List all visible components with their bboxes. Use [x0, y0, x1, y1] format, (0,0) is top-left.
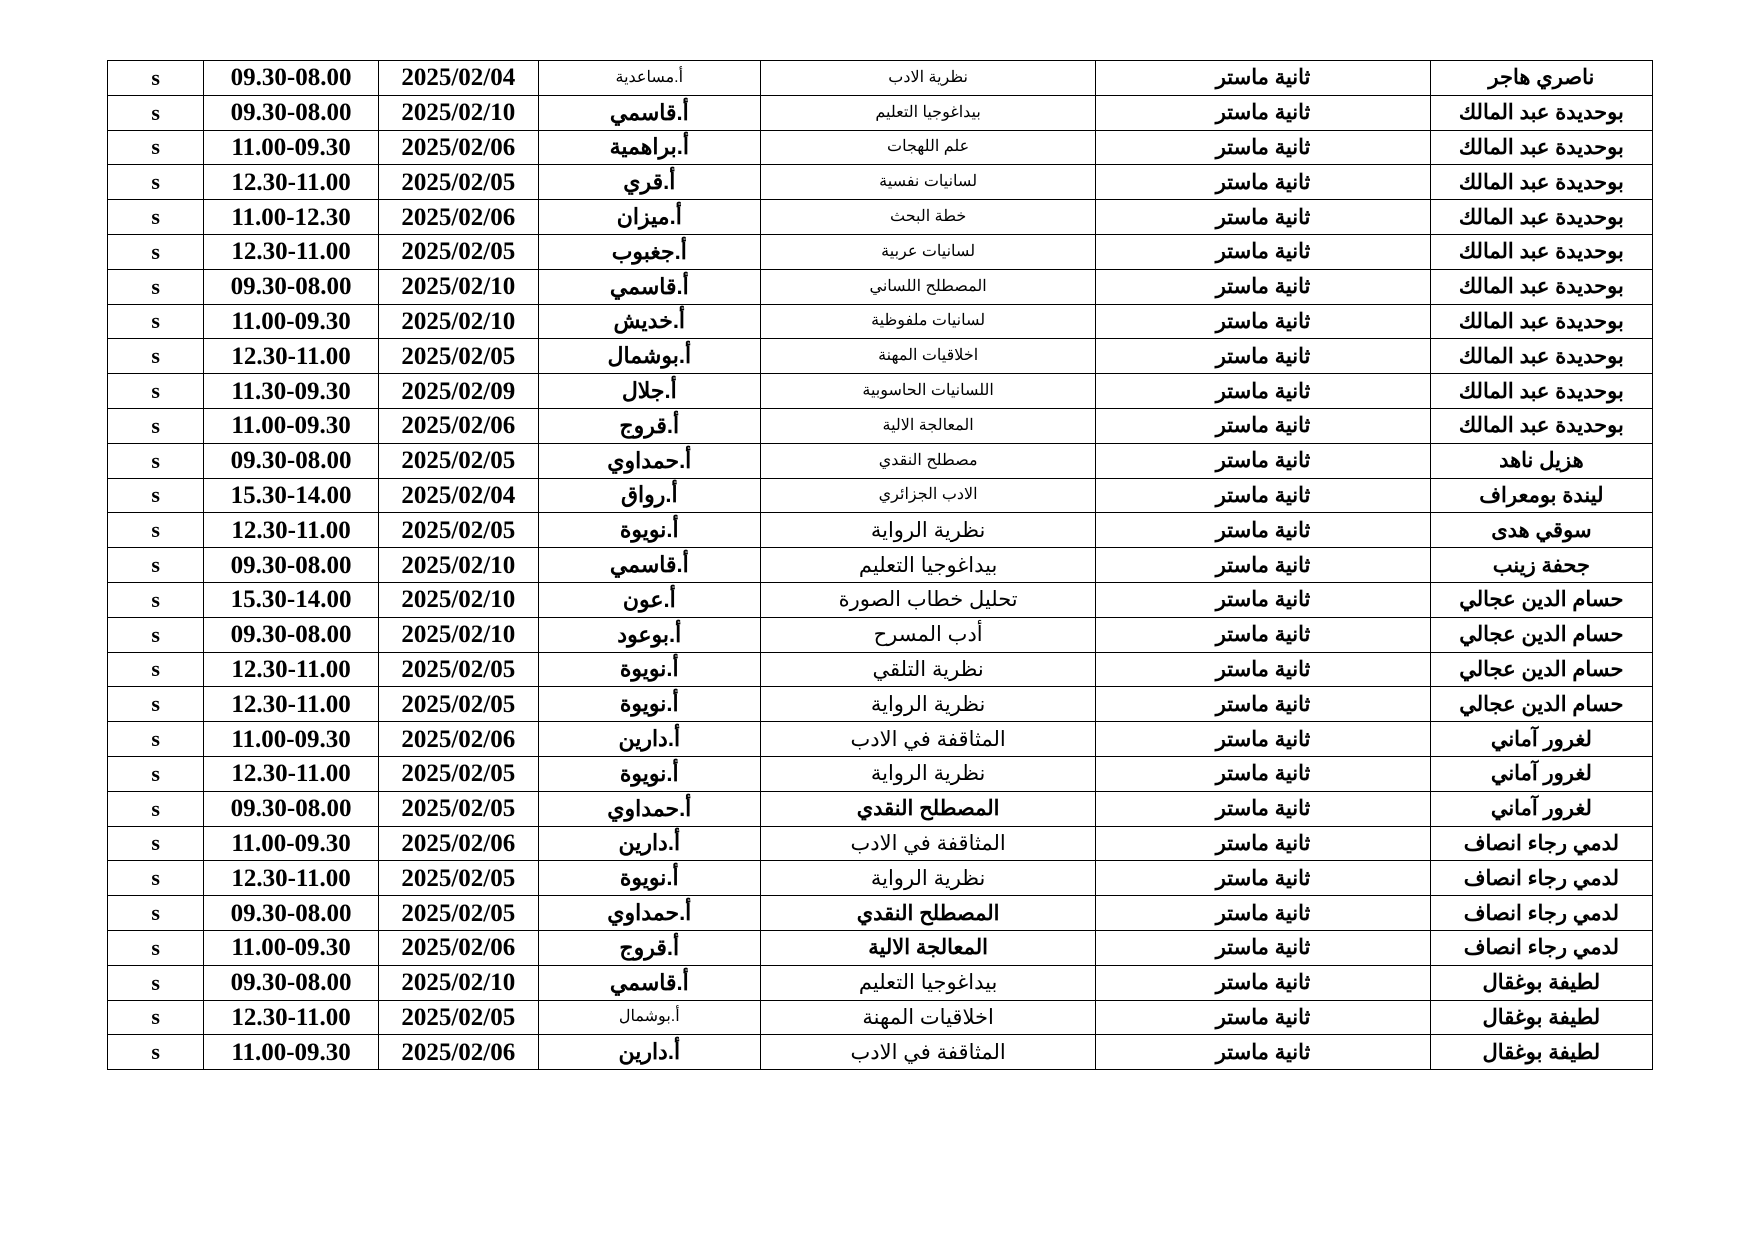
time-cell: 11.30-09.30 — [204, 374, 379, 409]
table-row — [108, 304, 1653, 339]
professor-cell: أ.بوشمال — [538, 1000, 760, 1035]
module-cell: لسانيات ملفوظية — [760, 304, 1095, 339]
status-cell: s — [108, 513, 204, 548]
student-cell: بوحديدة عبد المالك — [1430, 95, 1652, 130]
table-row — [108, 408, 1653, 443]
student-cell: حسام الدين عجالي — [1430, 617, 1652, 652]
level-cell: ثانية ماستر — [1096, 1035, 1430, 1070]
time-cell: 09.30-08.00 — [204, 269, 379, 304]
student-cell: حسام الدين عجالي — [1430, 582, 1652, 617]
student-cell: لطيفة بوغقال — [1430, 965, 1652, 1000]
table-row — [108, 61, 1653, 96]
professor-cell: أ.مساعدية — [538, 61, 760, 96]
time-cell: 12.30-11.00 — [204, 165, 379, 200]
time-cell: 09.30-08.00 — [204, 617, 379, 652]
student-cell: بوحديدة عبد المالك — [1430, 339, 1652, 374]
time-cell: 15.30-14.00 — [204, 478, 379, 513]
student-cell: لدمي رجاء انصاف — [1430, 861, 1652, 896]
module-cell: لسانيات عربية — [760, 234, 1095, 269]
time-cell: 12.30-11.00 — [204, 339, 379, 374]
status-cell: s — [108, 478, 204, 513]
date-cell: 2025/02/05 — [378, 513, 538, 548]
table-row — [108, 896, 1653, 931]
level-cell: ثانية ماستر — [1096, 826, 1430, 861]
student-cell: سوقي هدى — [1430, 513, 1652, 548]
date-cell: 2025/02/05 — [378, 791, 538, 826]
date-cell: 2025/02/05 — [378, 1000, 538, 1035]
status-cell: s — [108, 652, 204, 687]
table-row — [108, 965, 1653, 1000]
level-cell: ثانية ماستر — [1096, 722, 1430, 757]
time-cell: 11.00-09.30 — [204, 930, 379, 965]
level-cell: ثانية ماستر — [1096, 930, 1430, 965]
level-cell: ثانية ماستر — [1096, 582, 1430, 617]
professor-cell: أ.خديش — [538, 304, 760, 339]
status-cell: s — [108, 95, 204, 130]
module-cell: المصطلح النقدي — [760, 791, 1095, 826]
module-cell: بيداغوجيا التعليم — [760, 965, 1095, 1000]
level-cell: ثانية ماستر — [1096, 443, 1430, 478]
status-cell: s — [108, 1035, 204, 1070]
module-cell: اخلاقيات المهنة — [760, 1000, 1095, 1035]
date-cell: 2025/02/06 — [378, 130, 538, 165]
table-row — [108, 478, 1653, 513]
module-cell: اخلاقيات المهنة — [760, 339, 1095, 374]
date-cell: 2025/02/05 — [378, 234, 538, 269]
module-cell: نظرية الرواية — [760, 513, 1095, 548]
level-cell: ثانية ماستر — [1096, 513, 1430, 548]
student-cell: لطيفة بوغقال — [1430, 1035, 1652, 1070]
table-row — [108, 374, 1653, 409]
status-cell: s — [108, 269, 204, 304]
student-cell: لغرور آماني — [1430, 791, 1652, 826]
level-cell: ثانية ماستر — [1096, 652, 1430, 687]
module-cell: المصطلح النقدي — [760, 896, 1095, 931]
module-cell: تحليل خطاب الصورة — [760, 582, 1095, 617]
date-cell: 2025/02/09 — [378, 374, 538, 409]
professor-cell: أ.نويوة — [538, 756, 760, 791]
professor-cell: أ.نويوة — [538, 513, 760, 548]
professor-cell: أ.قري — [538, 165, 760, 200]
time-cell: 11.00-09.30 — [204, 722, 379, 757]
table-row — [108, 687, 1653, 722]
level-cell: ثانية ماستر — [1096, 548, 1430, 583]
date-cell: 2025/02/06 — [378, 1035, 538, 1070]
student-cell: بوحديدة عبد المالك — [1430, 374, 1652, 409]
time-cell: 09.30-08.00 — [204, 61, 379, 96]
time-cell: 09.30-08.00 — [204, 896, 379, 931]
module-cell: نظرية الادب — [760, 61, 1095, 96]
table-row — [108, 930, 1653, 965]
time-cell: 11.00-12.30 — [204, 200, 379, 235]
student-cell: لطيفة بوغقال — [1430, 1000, 1652, 1035]
status-cell: s — [108, 374, 204, 409]
date-cell: 2025/02/06 — [378, 408, 538, 443]
level-cell: ثانية ماستر — [1096, 304, 1430, 339]
time-cell: 15.30-14.00 — [204, 582, 379, 617]
level-cell: ثانية ماستر — [1096, 965, 1430, 1000]
time-cell: 12.30-11.00 — [204, 234, 379, 269]
time-cell: 12.30-11.00 — [204, 687, 379, 722]
table-row — [108, 130, 1653, 165]
date-cell: 2025/02/06 — [378, 722, 538, 757]
level-cell: ثانية ماستر — [1096, 408, 1430, 443]
table-row — [108, 722, 1653, 757]
level-cell: ثانية ماستر — [1096, 791, 1430, 826]
module-cell: المثاقفة في الادب — [760, 1035, 1095, 1070]
student-cell: بوحديدة عبد المالك — [1430, 408, 1652, 443]
level-cell: ثانية ماستر — [1096, 200, 1430, 235]
professor-cell: أ.نويوة — [538, 687, 760, 722]
student-cell: هزيل ناهد — [1430, 443, 1652, 478]
professor-cell: أ.قروج — [538, 930, 760, 965]
status-cell: s — [108, 130, 204, 165]
student-cell: بوحديدة عبد المالك — [1430, 234, 1652, 269]
status-cell: s — [108, 896, 204, 931]
table-row — [108, 200, 1653, 235]
time-cell: 12.30-11.00 — [204, 756, 379, 791]
professor-cell: أ.براهمية — [538, 130, 760, 165]
professor-cell: أ.عون — [538, 582, 760, 617]
date-cell: 2025/02/10 — [378, 304, 538, 339]
table-row — [108, 339, 1653, 374]
schedule-body — [108, 61, 1653, 1070]
table-row — [108, 234, 1653, 269]
time-cell: 09.30-08.00 — [204, 791, 379, 826]
status-cell: s — [108, 165, 204, 200]
table-row — [108, 582, 1653, 617]
professor-cell: أ.دارين — [538, 722, 760, 757]
student-cell: ناصري هاجر — [1430, 61, 1652, 96]
professor-cell: أ.نويوة — [538, 861, 760, 896]
table-row — [108, 756, 1653, 791]
professor-cell: أ.رواق — [538, 478, 760, 513]
date-cell: 2025/02/06 — [378, 930, 538, 965]
module-cell: المصطلح اللساني — [760, 269, 1095, 304]
professor-cell: أ.جغبوب — [538, 234, 760, 269]
date-cell: 2025/02/10 — [378, 582, 538, 617]
status-cell: s — [108, 1000, 204, 1035]
level-cell: ثانية ماستر — [1096, 687, 1430, 722]
student-cell: بوحديدة عبد المالك — [1430, 165, 1652, 200]
level-cell: ثانية ماستر — [1096, 374, 1430, 409]
professor-cell: أ.نويوة — [538, 652, 760, 687]
table-row — [108, 269, 1653, 304]
professor-cell: أ.ميزان — [538, 200, 760, 235]
date-cell: 2025/02/04 — [378, 61, 538, 96]
time-cell: 11.00-09.30 — [204, 408, 379, 443]
module-cell: نظرية الرواية — [760, 687, 1095, 722]
student-cell: لدمي رجاء انصاف — [1430, 930, 1652, 965]
student-cell: لغرور آماني — [1430, 756, 1652, 791]
date-cell: 2025/02/10 — [378, 965, 538, 1000]
level-cell: ثانية ماستر — [1096, 95, 1430, 130]
professor-cell: أ.حمداوي — [538, 443, 760, 478]
status-cell: s — [108, 200, 204, 235]
table-row — [108, 165, 1653, 200]
professor-cell: أ.قاسمي — [538, 95, 760, 130]
module-cell: خطة البحث — [760, 200, 1095, 235]
level-cell: ثانية ماستر — [1096, 339, 1430, 374]
module-cell: الادب الجزائري — [760, 478, 1095, 513]
table-row — [108, 548, 1653, 583]
module-cell: نظرية الرواية — [760, 861, 1095, 896]
module-cell: المعالجة الالية — [760, 408, 1095, 443]
student-cell: لدمي رجاء انصاف — [1430, 826, 1652, 861]
student-cell: بوحديدة عبد المالك — [1430, 200, 1652, 235]
student-cell: بوحديدة عبد المالك — [1430, 269, 1652, 304]
status-cell: s — [108, 722, 204, 757]
professor-cell: أ.حمداوي — [538, 791, 760, 826]
student-cell: لدمي رجاء انصاف — [1430, 896, 1652, 931]
status-cell: s — [108, 930, 204, 965]
level-cell: ثانية ماستر — [1096, 861, 1430, 896]
time-cell: 11.00-09.30 — [204, 826, 379, 861]
date-cell: 2025/02/05 — [378, 443, 538, 478]
module-cell: بيداغوجيا التعليم — [760, 95, 1095, 130]
level-cell: ثانية ماستر — [1096, 234, 1430, 269]
table-row — [108, 1000, 1653, 1035]
time-cell: 11.00-09.30 — [204, 304, 379, 339]
date-cell: 2025/02/05 — [378, 687, 538, 722]
status-cell: s — [108, 791, 204, 826]
time-cell: 11.00-09.30 — [204, 130, 379, 165]
date-cell: 2025/02/05 — [378, 165, 538, 200]
time-cell: 12.30-11.00 — [204, 1000, 379, 1035]
status-cell: s — [108, 687, 204, 722]
status-cell: s — [108, 756, 204, 791]
module-cell: المثاقفة في الادب — [760, 826, 1095, 861]
status-cell: s — [108, 861, 204, 896]
professor-cell: أ.حمداوي — [538, 896, 760, 931]
module-cell: مصطلح النقدي — [760, 443, 1095, 478]
level-cell: ثانية ماستر — [1096, 756, 1430, 791]
level-cell: ثانية ماستر — [1096, 269, 1430, 304]
status-cell: s — [108, 965, 204, 1000]
professor-cell: أ.قاسمي — [538, 548, 760, 583]
date-cell: 2025/02/10 — [378, 617, 538, 652]
table-row — [108, 443, 1653, 478]
status-cell: s — [108, 548, 204, 583]
student-cell: ليندة بومعراف — [1430, 478, 1652, 513]
status-cell: s — [108, 826, 204, 861]
date-cell: 2025/02/04 — [378, 478, 538, 513]
table-row — [108, 617, 1653, 652]
professor-cell: أ.قروج — [538, 408, 760, 443]
time-cell: 09.30-08.00 — [204, 548, 379, 583]
professor-cell: أ.جلال — [538, 374, 760, 409]
module-cell: المعالجة الالية — [760, 930, 1095, 965]
level-cell: ثانية ماستر — [1096, 130, 1430, 165]
date-cell: 2025/02/05 — [378, 896, 538, 931]
module-cell: اللسانيات الحاسوبية — [760, 374, 1095, 409]
time-cell: 12.30-11.00 — [204, 513, 379, 548]
professor-cell: أ.بوعود — [538, 617, 760, 652]
date-cell: 2025/02/06 — [378, 826, 538, 861]
module-cell: المثاقفة في الادب — [760, 722, 1095, 757]
table-row — [108, 1035, 1653, 1070]
status-cell: s — [108, 582, 204, 617]
level-cell: ثانية ماستر — [1096, 165, 1430, 200]
module-cell: نظرية الرواية — [760, 756, 1095, 791]
module-cell: بيداغوجيا التعليم — [760, 548, 1095, 583]
level-cell: ثانية ماستر — [1096, 478, 1430, 513]
module-cell: لسانيات نفسية — [760, 165, 1095, 200]
time-cell: 09.30-08.00 — [204, 965, 379, 1000]
date-cell: 2025/02/06 — [378, 200, 538, 235]
date-cell: 2025/02/10 — [378, 95, 538, 130]
student-cell: حسام الدين عجالي — [1430, 687, 1652, 722]
date-cell: 2025/02/05 — [378, 756, 538, 791]
level-cell: ثانية ماستر — [1096, 896, 1430, 931]
professor-cell: أ.قاسمي — [538, 965, 760, 1000]
time-cell: 12.30-11.00 — [204, 861, 379, 896]
table-row — [108, 513, 1653, 548]
date-cell: 2025/02/05 — [378, 861, 538, 896]
professor-cell: أ.بوشمال — [538, 339, 760, 374]
status-cell: s — [108, 443, 204, 478]
table-row — [108, 652, 1653, 687]
student-cell: بوحديدة عبد المالك — [1430, 304, 1652, 339]
date-cell: 2025/02/10 — [378, 269, 538, 304]
status-cell: s — [108, 304, 204, 339]
status-cell: s — [108, 408, 204, 443]
status-cell: s — [108, 617, 204, 652]
status-cell: s — [108, 61, 204, 96]
schedule-sheet — [107, 60, 1653, 1070]
status-cell: s — [108, 339, 204, 374]
time-cell: 09.30-08.00 — [204, 95, 379, 130]
status-cell: s — [108, 234, 204, 269]
exam-schedule-table — [107, 60, 1653, 1070]
module-cell: أدب المسرح — [760, 617, 1095, 652]
level-cell: ثانية ماستر — [1096, 61, 1430, 96]
date-cell: 2025/02/05 — [378, 652, 538, 687]
level-cell: ثانية ماستر — [1096, 1000, 1430, 1035]
time-cell: 11.00-09.30 — [204, 1035, 379, 1070]
student-cell: بوحديدة عبد المالك — [1430, 130, 1652, 165]
professor-cell: أ.دارين — [538, 1035, 760, 1070]
professor-cell: أ.دارين — [538, 826, 760, 861]
professor-cell: أ.قاسمي — [538, 269, 760, 304]
level-cell: ثانية ماستر — [1096, 617, 1430, 652]
table-row — [108, 791, 1653, 826]
table-row — [108, 826, 1653, 861]
table-row — [108, 95, 1653, 130]
student-cell: جحفة زينب — [1430, 548, 1652, 583]
date-cell: 2025/02/10 — [378, 548, 538, 583]
time-cell: 12.30-11.00 — [204, 652, 379, 687]
student-cell: لغرور آماني — [1430, 722, 1652, 757]
module-cell: علم اللهجات — [760, 130, 1095, 165]
date-cell: 2025/02/05 — [378, 339, 538, 374]
module-cell: نظرية التلقي — [760, 652, 1095, 687]
time-cell: 09.30-08.00 — [204, 443, 379, 478]
table-row — [108, 861, 1653, 896]
student-cell: حسام الدين عجالي — [1430, 652, 1652, 687]
